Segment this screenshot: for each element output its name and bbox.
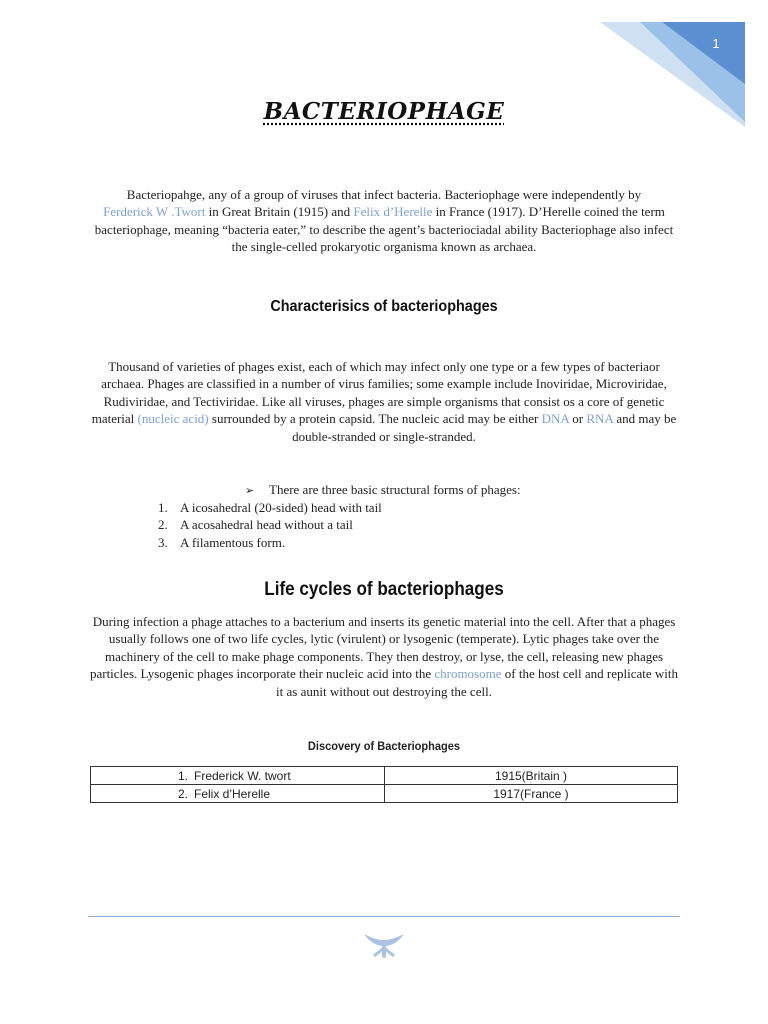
table-row (91, 785, 678, 803)
arrow-bullet-icon: ➢ (245, 484, 255, 497)
lifecycle-paragraph: During infection a phage attaches to a bacterium and inserts its genetic material into the cell. After that a phages usually follows one of two life cycles, lytic (virulent) or lysogenic (temperate). Lytic phages take over the machinery of the cell to make phage components. They then destroy, or lyse, the cell, releasing new phages particles. Lysogenic phages incorporate their nucleic acid into the chromosome of the host cell and replicate with it as aunit without out destroying the cell. (89, 614, 679, 699)
footer-ornament-icon (362, 926, 406, 962)
rna-link[interactable]: RNA (586, 411, 614, 427)
table-row (91, 767, 678, 785)
characteristics-heading: Characterisics of bacteriophages (270, 298, 498, 315)
chromosome-link[interactable]: chromosome (434, 666, 502, 682)
structural-forms-bullet: ➢ There are three basic structural forms of phages: (245, 482, 521, 497)
year-cell: 1917(France ) (385, 785, 678, 803)
lifecycle-heading: Life cycles of bacteriophages (264, 579, 504, 600)
herelle-link[interactable]: Felix d’Herelle (353, 204, 433, 220)
list-item: 3. A filamentous form. (158, 534, 286, 550)
name-cell: 2. Felix d’Herelle (91, 785, 385, 803)
page-title: BACTERIOPHAGE (263, 98, 505, 125)
dna-link[interactable]: DNA (541, 411, 570, 427)
table-caption: Discovery of Bacteriophages (307, 739, 461, 753)
structural-forms-list (158, 499, 382, 551)
year-cell: 1915(Britain ) (385, 767, 678, 785)
twort-link[interactable]: Ferderick W .Twort (103, 204, 206, 220)
footer-divider (88, 916, 680, 917)
name-cell: 1. Frederick W. twort (91, 767, 385, 785)
discovery-table (90, 766, 678, 803)
list-item: 1. A icosahedral (20-sided) head with tail (158, 500, 382, 515)
characteristics-paragraph: Thousand of varieties of phages exist, each of which may infect only one type or a few types of bacteriaor archaea. Phages are classified in a number of virus families; some example include Inoviridae, Microviridae, Rudiviridae, and Tectiviridae. Like all viruses, phages are simple organisms that consist os a core of genetic material (nucleic acid) surrounded by a protein capsid. The nucleic acid may be either DNA or RNA and may be double-stranded or single-stranded. (91, 359, 677, 444)
page-number: 1 (712, 36, 720, 51)
intro-paragraph: Bacteriopahge, any of a group of viruses that infect bacteria. Bacteriophage were independently by Ferderick W .Twort in Great Britain (1915) and Felix d’Herelle in France (1917). D’Herelle coined the term bacteriophage, meaning “bacteria eater,” to describe the agent’s bacteriociadal ability Bacteriophage also infect the single-celled prokaryotic organisma known as archaea. (94, 187, 674, 255)
nucleic-acid-link[interactable]: (nucleic acid) (137, 411, 209, 427)
list-item: 2. A acosahedral head without a tail (158, 517, 353, 533)
